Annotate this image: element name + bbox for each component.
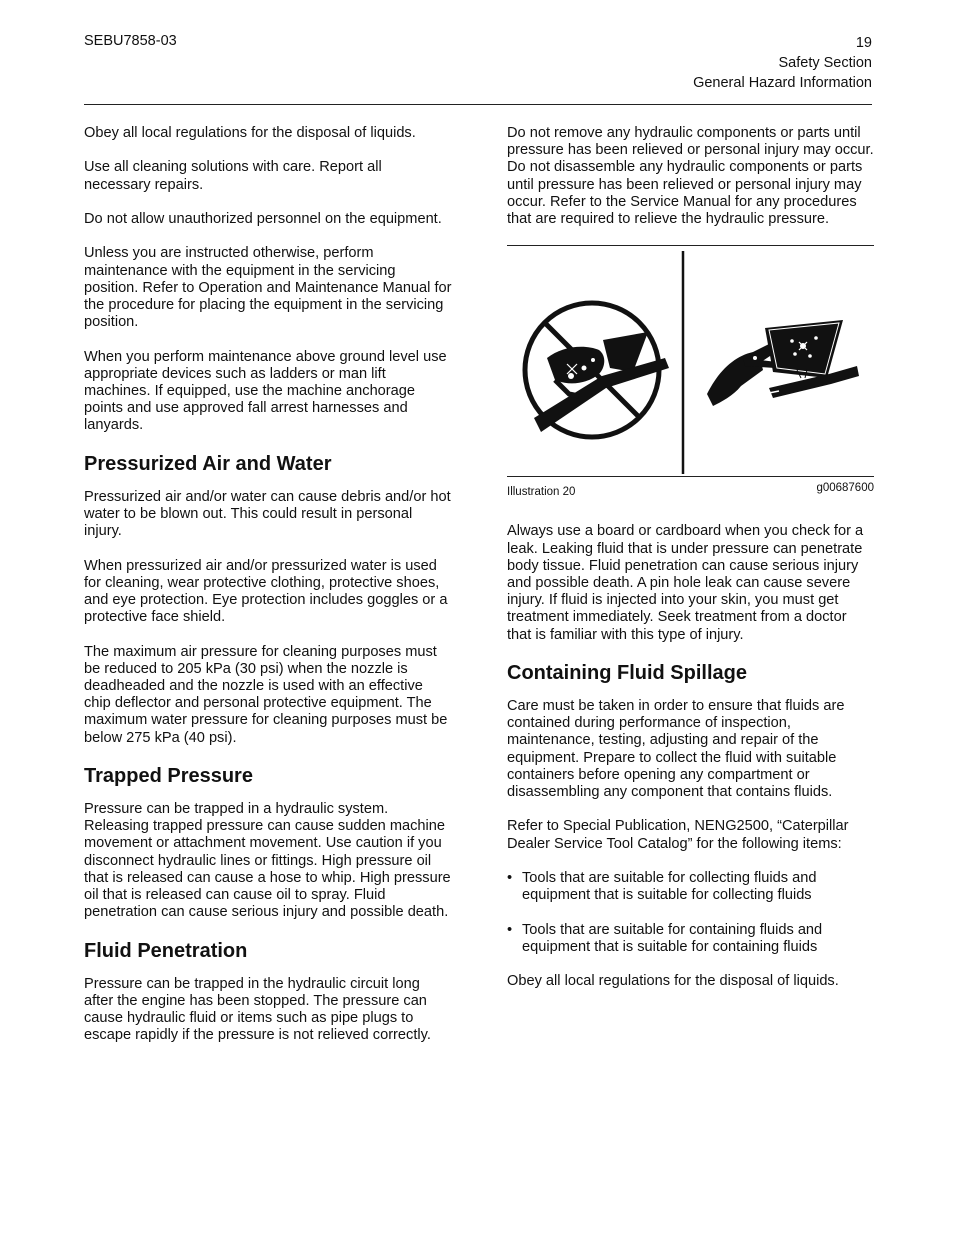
paragraph: When you perform maintenance above ground level use appropriate devices such as ladders or man lift machines. If equipped, use the machine anchorage points and use approved fall arrest harnesses and lanyards. <box>84 348 447 434</box>
figure-id: g00687600 <box>816 482 874 495</box>
page-header <box>693 33 872 93</box>
paragraph: Unless you are instructed otherwise, perform maintenance with the equipment in the servicing position. Refer to Operation and Maintenance Manual for the procedure for placing the equipment in the servicing position. <box>84 245 452 331</box>
paragraph: Pressure can be trapped in the hydraulic circuit long after the engine has been stopped. The pressure can cause hydraulic fluid or items such as pipe plugs to escape rapidly if the pressure is not relieved correctly. <box>84 975 431 1044</box>
paragraph: Refer to Special Publication, NENG2500, “Caterpillar Dealer Service Tool Catalog” for the following items: <box>507 818 849 852</box>
left-column <box>84 125 452 1062</box>
paragraph: Do not allow unauthorized personnel on the equipment. <box>84 210 442 227</box>
paragraph: Care must be taken in order to ensure that fluids are contained during performance of inspection, maintenance, testing, adjusting and repair of the equipment. Prepare to collect the fluid with suitable containers before opening any compartment or disassembling any component that contains fluids. <box>507 698 845 801</box>
figure-caption-row <box>507 481 874 499</box>
figure-caption: Illustration 20 <box>507 486 576 499</box>
paragraph: Pressurized air and/or water can cause debris and/or hot water to be blown out. This could result in personal injury. <box>84 488 451 540</box>
paragraph: Do not remove any hydraulic components or parts until pressure has been relieved or personal injury may occur. Do not disassemble any hydraulic components or parts until pressure has been relieved or personal injury may occur. Refer to the Service Manual for any procedures that are required to relieve the hydraulic pressure. <box>507 125 874 228</box>
board-leak-check-icon <box>707 320 859 406</box>
section-title: Safety Section <box>778 55 872 71</box>
page-number: 19 <box>855 35 872 51</box>
list-item: • Tools that are suitable for containing fluids and equipment that is suitable for containing fluids <box>507 922 874 956</box>
paragraph: Use all cleaning solutions with care. Report all necessary repairs. <box>84 159 382 193</box>
prohibited-hand-icon <box>525 303 669 437</box>
illustration-20 <box>507 245 874 477</box>
subsection-title: General Hazard Information <box>693 75 872 91</box>
paragraph: When pressurized air and/or pressurized water is used for cleaning, wear protective clothing, protective shoes, and eye protection. Eye protection includes goggles or a protective face shield. <box>84 557 448 626</box>
header-rule <box>84 104 872 105</box>
paragraph: Obey all local regulations for the disposal of liquids. <box>84 125 416 141</box>
paragraph: Pressure can be trapped in a hydraulic system. Releasing trapped pressure can cause sudden machine movement or attachment movement. Use caution if you disconnect hydraulic lines or fittings. High pressure oil that is released can cause a hose to whip. High pressure oil that is released can cause oil to spray. Fluid penetration can cause serious injury and possible death. <box>84 800 451 921</box>
fluid-leak-illustration <box>507 246 874 476</box>
right-column <box>507 125 874 1008</box>
tool-list <box>507 870 874 956</box>
heading-containing-fluid-spillage: Containing Fluid Spillage <box>507 662 747 685</box>
heading-pressurized-air: Pressurized Air and Water <box>84 452 332 475</box>
list-item: • Tools that are suitable for collecting fluids and equipment that is suitable for collecting fluids <box>507 870 874 904</box>
paragraph: Obey all local regulations for the disposal of liquids. <box>507 973 839 990</box>
paragraph: Always use a board or cardboard when you check for a leak. Leaking fluid that is under pressure can penetrate body tissue. Fluid penetration can cause serious injury and possible death. A pin hole leak can cause severe injury. If fluid is injected into your skin, you must get treatment immediately. Seek treatment from a doctor that is familiar with this type of injury. <box>507 523 864 643</box>
heading-fluid-penetration: Fluid Penetration <box>84 939 248 962</box>
document-id: SEBU7858-03 <box>84 33 177 49</box>
paragraph: The maximum air pressure for cleaning purposes must be reduced to 205 kPa (30 psi) when the nozzle is deadheaded and the nozzle is used with an effective chip deflector and personal protective equipment. The maximum water pressure for cleaning purposes must be below 275 kPa (40 psi). <box>84 643 448 746</box>
heading-trapped-pressure: Trapped Pressure <box>84 764 253 787</box>
